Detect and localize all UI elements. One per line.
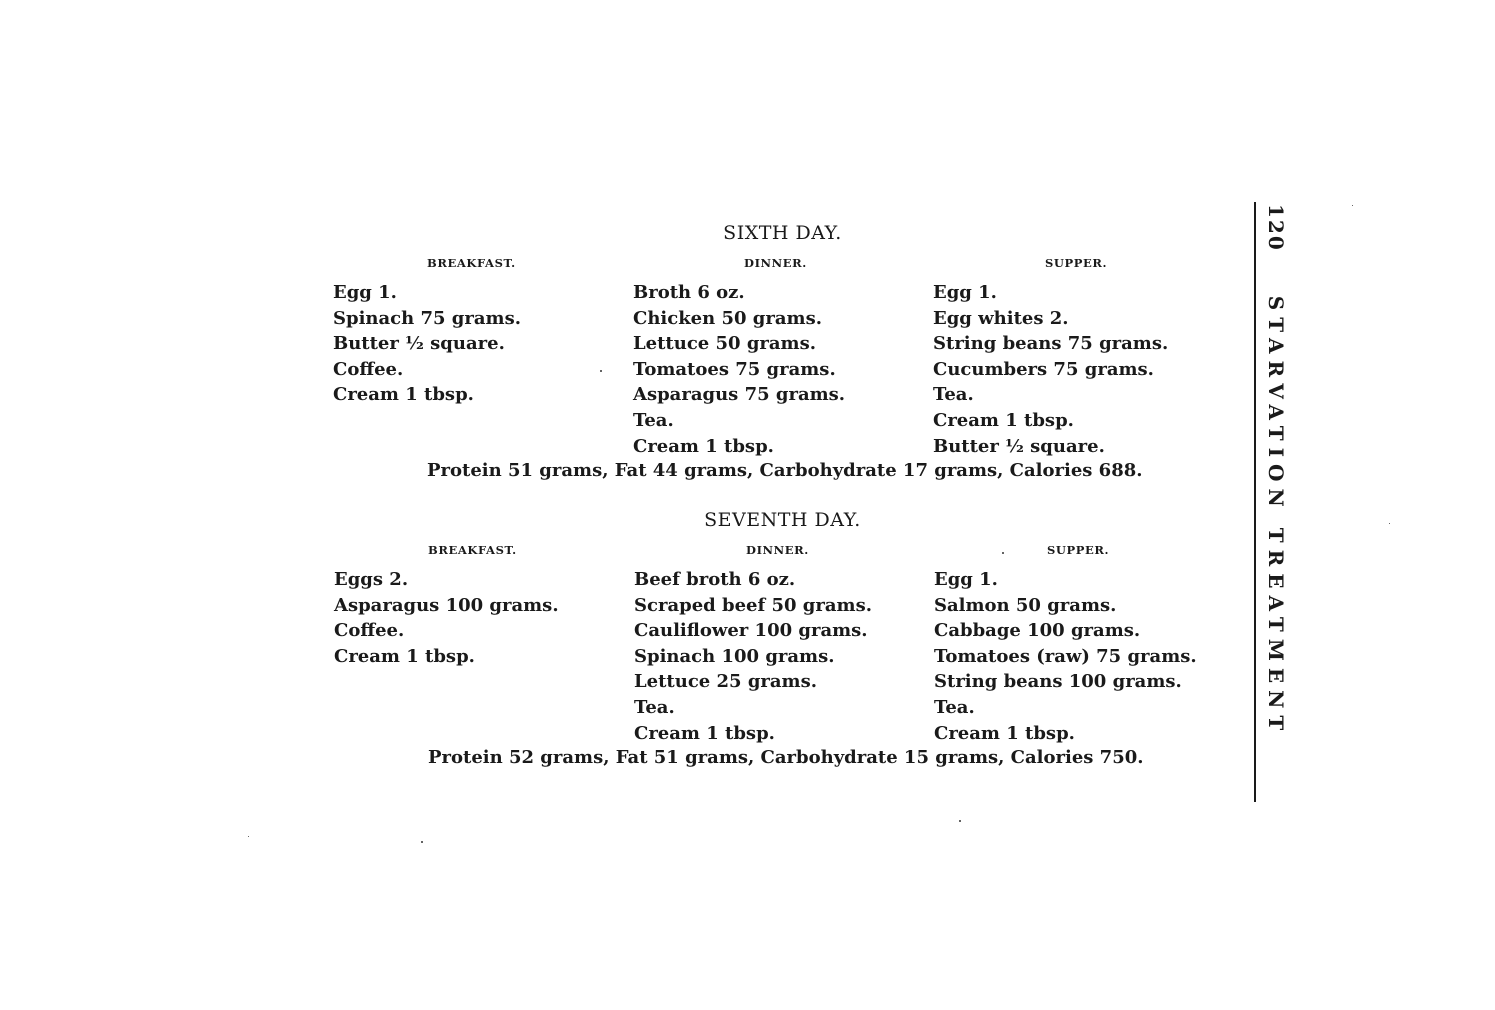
menu-item: Coffee. [334,620,405,642]
menu-item: Cream 1 tbsp. [334,645,475,667]
nutrition-summary: Protein 52 grams, Fat 51 grams, Carbohydrate 15 grams, Calories 750. [428,747,1144,768]
menu-item: Beef broth 6 oz. [634,569,796,590]
menu-item: Broth 6 oz. [633,282,745,303]
scan-speck [1352,205,1353,206]
nutrition-summary: Protein 51 grams, Fat 44 grams, Carbohydrate 17 grams, Calories 688. [427,460,1143,481]
breakfast-list [333,280,521,408]
menu-item: Tomatoes (raw) 75 grams. [934,645,1197,667]
menu-item: Eggs 2. [334,569,409,590]
breakfast-heading: BREAKFAST. [427,256,516,270]
scan-speck [959,820,961,822]
running-head-title: STARVATION TREATMENT [1264,295,1288,738]
menu-item: Cabbage 100 grams. [934,620,1141,642]
menu-item: Tea. [933,384,974,406]
menu-item: Cream 1 tbsp. [934,722,1075,744]
menu-item: Lettuce 25 grams. [634,671,817,693]
scan-speck [1389,523,1390,524]
supper-list [933,280,1168,459]
menu-item: Egg 1. [934,569,998,590]
day-title: SIXTH DAY. [723,222,842,244]
menu-item: String beans 100 grams. [934,671,1182,693]
scan-speck [600,370,602,372]
dinner-heading: DINNER. [746,543,809,557]
menu-item: Egg whites 2. [933,307,1069,329]
menu-item: Spinach 75 grams. [333,307,521,329]
supper-heading: SUPPER. [1045,256,1108,270]
dinner-list [634,567,872,746]
dinner-list [633,280,845,459]
menu-item: Tea. [634,696,675,718]
menu-item: Cauliflower 100 grams. [634,620,868,642]
menu-item: Cream 1 tbsp. [634,722,775,744]
menu-item: Tea. [633,409,674,431]
menu-item: Egg 1. [933,282,997,303]
menu-item: Cucumbers 75 grams. [933,358,1154,380]
menu-item: Spinach 100 grams. [634,645,835,667]
scan-speck [248,836,249,837]
running-head [1264,204,1288,737]
scan-speck [421,841,423,843]
menu-item: Butter ½ square. [333,333,505,355]
menu-item: Egg 1. [333,282,397,303]
page-number: 120 [1264,204,1288,252]
margin-rule [1254,202,1256,802]
menu-item: Coffee. [333,358,404,380]
menu-item: Asparagus 100 grams. [334,594,559,616]
menu-item: Chicken 50 grams. [633,307,822,329]
menu-item: Lettuce 50 grams. [633,333,816,355]
menu-item: Butter ½ square. [933,435,1105,457]
menu-item: String beans 75 grams. [933,333,1169,355]
menu-item: Tomatoes 75 grams. [633,358,836,380]
dinner-heading: DINNER. [744,256,807,270]
supper-heading: SUPPER. [1047,543,1110,557]
breakfast-list [334,567,559,669]
menu-item: Scraped beef 50 grams. [634,594,872,616]
scan-speck [1002,552,1004,554]
breakfast-heading: BREAKFAST. [428,543,517,557]
supper-list [934,567,1197,746]
day-title: SEVENTH DAY. [704,509,861,531]
menu-item: Cream 1 tbsp. [633,435,774,457]
menu-item: Cream 1 tbsp. [933,409,1074,431]
menu-item: Cream 1 tbsp. [333,384,474,406]
menu-item: Asparagus 75 grams. [633,384,846,406]
menu-item: Salmon 50 grams. [934,594,1117,616]
menu-item: Tea. [934,696,975,718]
